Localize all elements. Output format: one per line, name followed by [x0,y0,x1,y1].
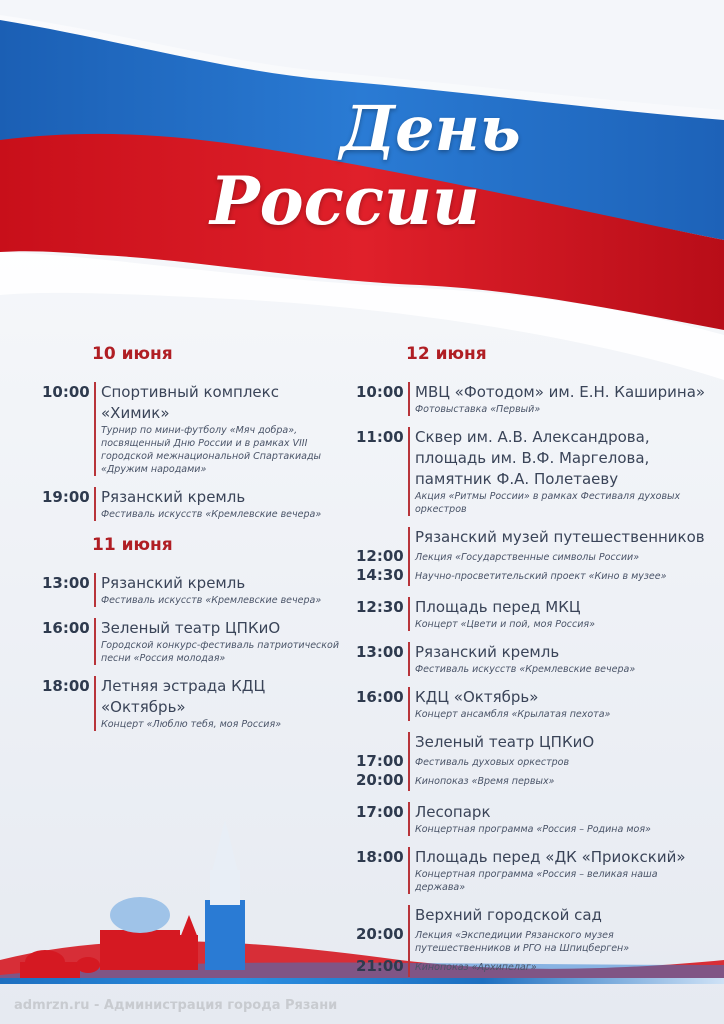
event-time: 17:00 [356,803,404,821]
event-time: 16:00 [42,619,90,637]
detail-text: Концертная программа «Россия – Родина моя» [415,824,651,835]
event-time: 16:00 [356,688,404,706]
event-body [94,382,342,476]
event-venue: Площадь перед МКЦ [415,598,581,616]
title-line-2: России [210,162,480,240]
event-time: 11:00 [356,428,404,446]
detail-text: Концерт «Цвети и пой, моя Россия» [415,619,595,630]
event-body [356,527,706,586]
event-details [356,548,706,586]
detail-text: Концерт ансамбля «Крылатая пехота» [415,709,611,720]
poster-title [200,92,540,282]
event-body [408,802,706,836]
watermark: admrzn.ru - Администрация города Рязани [14,998,338,1013]
event-venue: Летняя эстрада КДЦ «Октябрь» [101,677,266,716]
event-venue: Площадь перед «ДК «Приокский» [415,848,686,866]
event-venue: Сквер им. А.В. Александрова, площадь им. В.Ф. Маргелова, памятник Ф.А. Полетаеву [415,428,650,488]
title-line-1: День [340,92,521,165]
schedule-event [356,427,706,516]
event-body [94,487,342,521]
schedule-event [356,382,706,416]
event-time: 13:00 [42,574,90,592]
detail-text: Кинопоказ «Время первых» [408,772,706,791]
event-body [408,382,706,416]
event-body [94,676,342,731]
schedule-event [356,687,706,721]
detail-text: Научно-просветительский проект «Кино в музее» [408,567,706,586]
event-venue: Верхний городской сад [408,905,706,926]
detail-time: 14:30 [356,566,404,584]
detail-text: Турнир по мини-футболу «Мяч добра», посвященный Дню России и в рамках VIII городской межнациональной Спартакиады «Дружим народами» [101,425,322,475]
schedule-event [356,597,706,631]
detail-time: 20:00 [356,925,404,943]
event-time: 12:30 [356,598,404,616]
detail-time: 17:00 [356,752,404,770]
footer-bar [0,978,724,984]
event-body [408,642,706,676]
event-time: 19:00 [42,488,90,506]
schedule-event [356,905,706,977]
event-venue: МВЦ «Фотодом» им. Е.Н. Каширина» [415,383,706,401]
detail-text: Концертная программа «Россия – великая наша держава» [415,869,658,893]
event-body [408,687,706,721]
schedule-event [42,382,342,476]
schedule-event [356,802,706,836]
event-body [408,427,706,516]
event-venue: Зеленый театр ЦПКиО [101,619,281,637]
detail-text: Кинопоказ «Архипелаг» [408,958,706,977]
event-venue: Рязанский кремль [101,488,246,506]
schedule-event [356,732,706,791]
detail-text: Фестиваль искусств «Кремлевские вечера» [415,664,636,675]
event-time: 18:00 [42,677,90,695]
event-time: 10:00 [356,383,404,401]
detail-text: Концерт «Люблю тебя, моя Россия» [101,719,282,730]
event-time: 18:00 [356,848,404,866]
detail-text: Фестиваль искусств «Кремлевские вечера» [101,595,322,606]
detail-time: 21:00 [356,957,404,975]
day-heading: 10 июня [92,344,173,364]
schedule-right-column [356,340,706,988]
detail-text: Городской конкурс-фестиваль патриотической песни «Россия молодая» [101,640,339,664]
schedule-left-column [42,340,342,742]
detail-text: Лекция «Государственные символы России» [408,548,706,567]
detail-text: Фестиваль искусств «Кремлевские вечера» [101,509,322,520]
detail-time: 12:00 [356,547,404,565]
schedule-event [42,573,342,607]
event-time: 10:00 [42,383,90,401]
day-heading: 12 июня [406,344,487,364]
event-venue: Рязанский кремль [415,643,560,661]
event-body [356,905,706,977]
event-body [94,573,342,607]
event-details [356,926,706,977]
detail-text: Лекция «Экспедиции Рязанского музея путешественников и РГО на Шпицберген» [408,926,706,958]
schedule-event [42,487,342,521]
event-body [94,618,342,665]
event-time: 13:00 [356,643,404,661]
detail-text: Фотовыставка «Первый» [415,404,541,415]
detail-text: Фестиваль духовых оркестров [408,753,706,772]
event-venue: Зеленый театр ЦПКиО [408,732,706,753]
schedule-event [42,676,342,731]
event-body [356,732,706,791]
event-body [408,597,706,631]
detail-text: Акция «Ритмы России» в рамках Фестиваля духовых оркестров [415,491,681,515]
event-venue: Рязанский кремль [101,574,246,592]
event-body [408,847,706,894]
event-details [356,753,706,791]
event-venue: Лесопарк [415,803,491,821]
detail-time: 20:00 [356,771,404,789]
event-venue: Рязанский музей путешественников [408,527,706,548]
event-venue: КДЦ «Октябрь» [415,688,539,706]
schedule-event [356,527,706,586]
schedule-event [356,642,706,676]
event-venue: Спортивный комплекс «Химик» [101,383,279,422]
day-heading: 11 июня [92,535,173,555]
schedule-event [356,847,706,894]
schedule-event [42,618,342,665]
